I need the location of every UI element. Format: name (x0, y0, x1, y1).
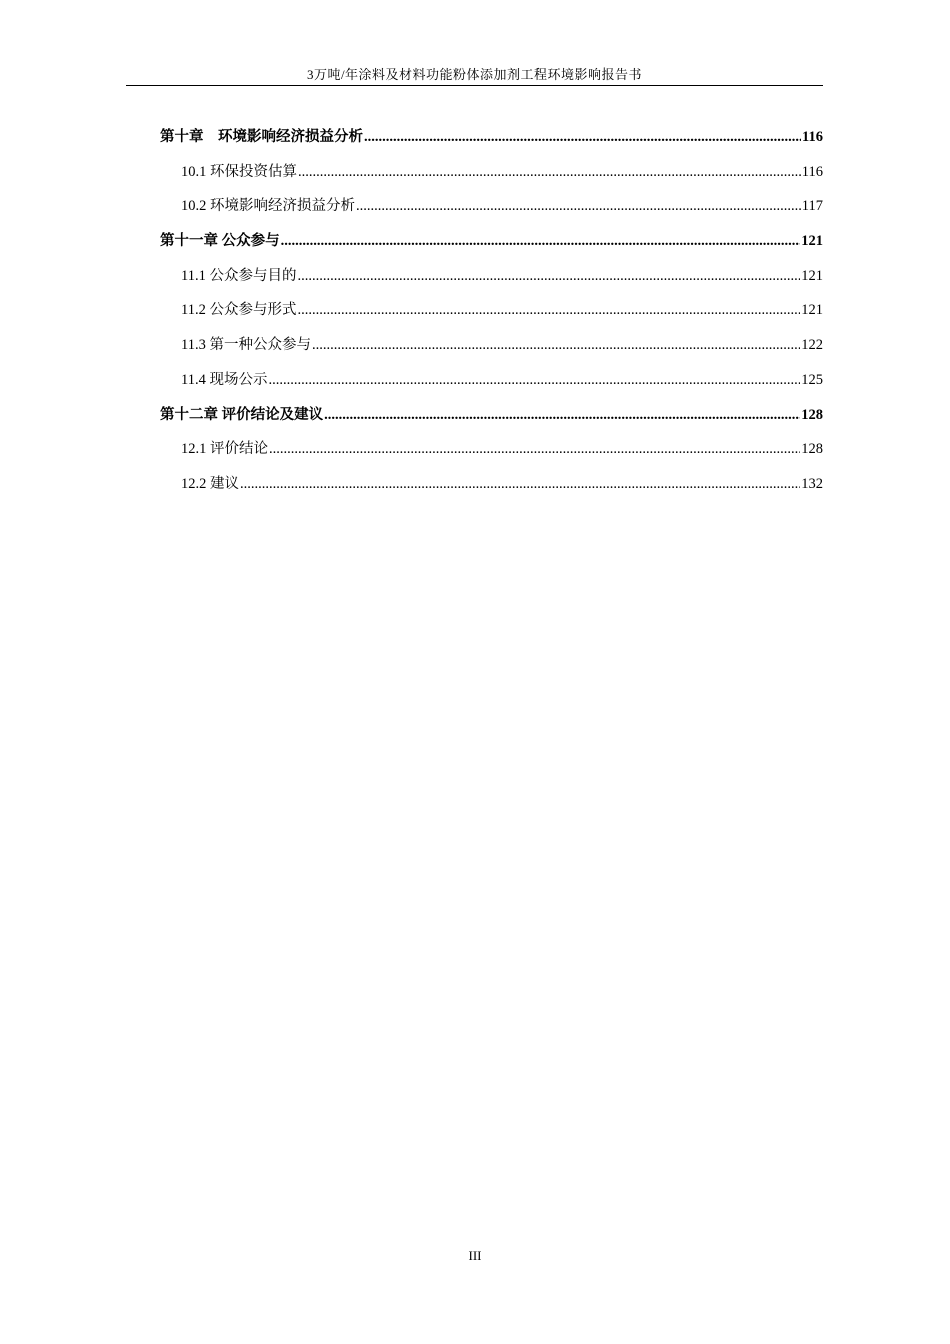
toc-entry-page: 128 (801, 441, 823, 458)
toc-entry-page: 121 (801, 233, 823, 250)
toc-entry-title: 11.1 公众参与目的 (181, 267, 297, 284)
toc-dot-leader (269, 432, 800, 467)
toc-entry-title: 12.1 评价结论 (181, 441, 268, 458)
toc-entry-section-10-2[interactable] (160, 189, 823, 224)
toc-dot-leader (312, 328, 800, 363)
toc-dot-leader (281, 224, 801, 259)
toc-entry-title: 10.2 环境影响经济损益分析 (181, 198, 355, 215)
toc-dot-leader (356, 189, 801, 224)
toc-entry-page: 125 (801, 371, 823, 388)
toc-dot-leader (240, 467, 800, 502)
toc-entry-title: 第十二章 评价结论及建议 (160, 406, 324, 423)
page-header: 3万吨/年涂料及材料功能粉体添加剂工程环境影响报告书 (306, 67, 643, 82)
toc-entry-page: 116 (801, 163, 823, 180)
toc-entry-page: 128 (801, 406, 823, 423)
header-rule (126, 85, 823, 86)
page-number: III (468, 1248, 482, 1263)
toc-entry-title: 第十章 环境影响经济损益分析 (160, 129, 363, 145)
toc-entry-title: 11.4 现场公示 (181, 371, 268, 388)
toc-entry-page: 116 (802, 129, 823, 145)
toc-entry-page: 132 (801, 475, 823, 492)
toc-entry-page: 122 (801, 337, 823, 354)
toc-entry-title: 11.2 公众参与形式 (181, 302, 297, 319)
toc-entry-chapter-10[interactable] (160, 120, 823, 155)
toc-entry-section-12-1[interactable] (160, 432, 823, 467)
toc-entry-chapter-12[interactable] (160, 398, 823, 433)
toc-entry-title: 10.1 环保投资估算 (181, 163, 297, 180)
toc-dot-leader (364, 120, 801, 155)
table-of-contents (160, 120, 823, 502)
toc-entry-section-10-1[interactable] (160, 155, 823, 190)
toc-dot-leader (324, 398, 800, 433)
toc-entry-section-12-2[interactable] (160, 467, 823, 502)
toc-entry-section-11-2[interactable] (160, 293, 823, 328)
toc-dot-leader (297, 293, 800, 328)
toc-entry-section-11-1[interactable] (160, 259, 823, 294)
toc-entry-page: 121 (801, 267, 823, 284)
toc-entry-title: 12.2 建议 (181, 475, 239, 492)
toc-dot-leader (297, 259, 800, 294)
toc-dot-leader (298, 155, 801, 190)
toc-entry-section-11-4[interactable] (160, 363, 823, 398)
toc-entry-title: 第十一章 公众参与 (160, 233, 280, 250)
toc-entry-page: 117 (801, 198, 823, 215)
toc-dot-leader (268, 363, 800, 398)
toc-entry-page: 121 (801, 302, 823, 319)
toc-entry-section-11-3[interactable] (160, 328, 823, 363)
toc-entry-chapter-11[interactable] (160, 224, 823, 259)
toc-entry-title: 11.3 第一种公众参与 (181, 337, 311, 354)
